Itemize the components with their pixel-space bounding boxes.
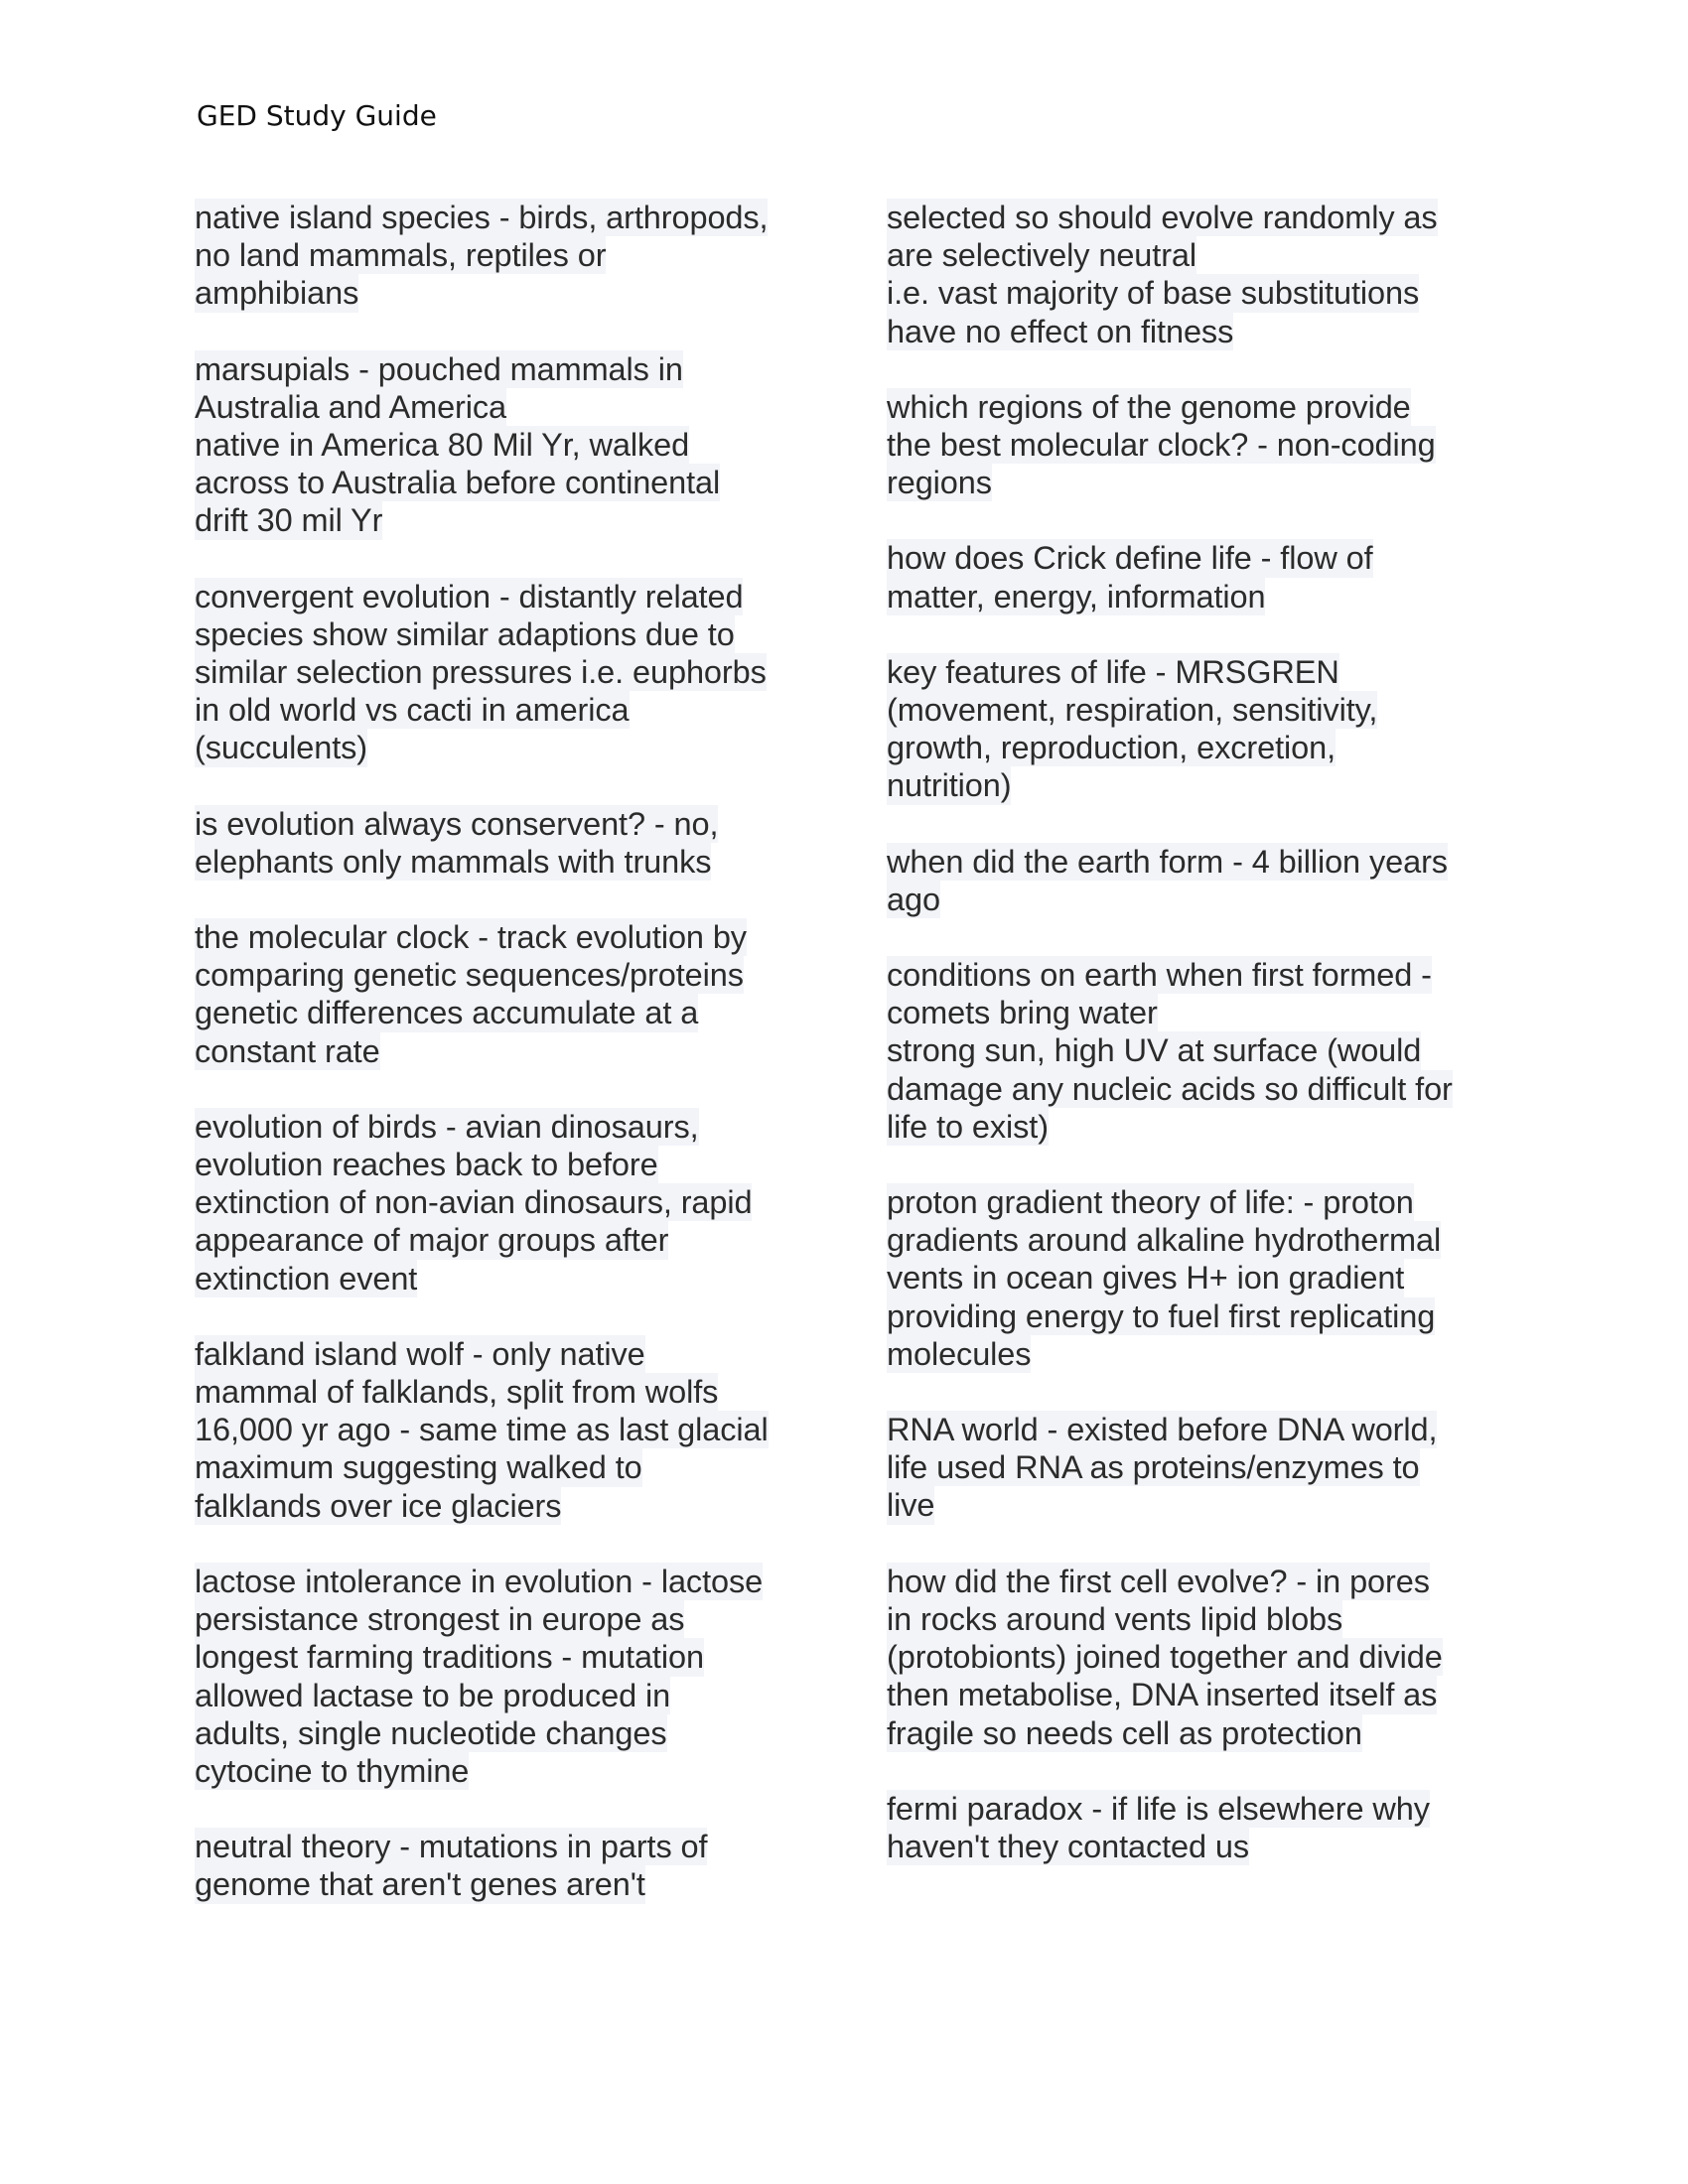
study-entry [887, 1790, 1502, 1865]
study-entry [887, 653, 1502, 805]
entry-line: appearance of major groups after [195, 1222, 669, 1259]
left-column [195, 199, 820, 1942]
entry-line: is evolution always conservent? - no, [195, 805, 719, 842]
entry-line: have no effect on fitness [887, 313, 1234, 349]
study-entry [887, 843, 1502, 918]
entry-line: longest farming traditions - mutation [195, 1639, 704, 1676]
entry-line: gradients around alkaline hydrothermal [887, 1222, 1442, 1259]
study-entry [195, 578, 820, 767]
entry-line: i.e. vast majority of base substitutions [887, 275, 1420, 312]
entry-line: haven't they contacted us [887, 1828, 1250, 1864]
study-entry [195, 918, 820, 1070]
entry-line: neutral theory - mutations in parts of [195, 1829, 708, 1865]
entry-line: RNA world - existed before DNA world, [887, 1412, 1438, 1448]
entry-line: convergent evolution - distantly related [195, 578, 744, 614]
entry-line: marsupials - pouched mammals in [195, 350, 683, 387]
entry-line: nutrition) [887, 767, 1012, 804]
study-entry [887, 1563, 1502, 1752]
entry-line: elephants only mammals with trunks [195, 843, 712, 880]
entry-line: matter, energy, information [887, 578, 1266, 614]
entry-line: Australia and America [195, 388, 507, 425]
study-entry [887, 388, 1502, 502]
entry-line: key features of life - MRSGREN [887, 653, 1339, 690]
entry-line: comparing genetic sequences/proteins [195, 957, 744, 994]
entry-line: evolution of birds - avian dinosaurs, [195, 1108, 699, 1145]
entry-line: ago [887, 881, 940, 917]
entry-line: similar selection pressures i.e. euphorbs [195, 654, 767, 691]
study-entry [195, 199, 820, 313]
entry-line: evolution reaches back to before [195, 1147, 658, 1183]
study-entry [195, 350, 820, 540]
right-column [887, 199, 1502, 1903]
entry-line: mammal of falklands, split from wolfs [195, 1374, 719, 1411]
entry-line: the best molecular clock? - non-coding [887, 427, 1436, 464]
entry-line: cytocine to thymine [195, 1752, 470, 1789]
study-entry [195, 1563, 820, 1790]
study-entry [195, 1828, 820, 1903]
study-entry [195, 1108, 820, 1297]
study-entry [887, 199, 1502, 350]
study-entry [195, 805, 820, 881]
entry-line: in old world vs cacti in america [195, 692, 630, 729]
entry-line: then metabolise, DNA inserted itself as [887, 1677, 1438, 1713]
entry-line: when did the earth form - 4 billion years [887, 843, 1448, 880]
entry-line: extinction of non-avian dinosaurs, rapid [195, 1184, 753, 1221]
entry-line: genome that aren't genes aren't [195, 1866, 645, 1903]
entry-line: across to Australia before continental [195, 465, 721, 501]
entry-line: regions [887, 465, 992, 501]
entry-line: falklands over ice glaciers [195, 1487, 562, 1524]
entry-line: constant rate [195, 1032, 380, 1069]
entry-line: live [887, 1487, 935, 1524]
entry-line: providing energy to fuel first replicating [887, 1297, 1436, 1334]
entry-line: are selectively neutral [887, 237, 1197, 274]
entry-line: 16,000 yr ago - same time as last glacial [195, 1412, 769, 1448]
entry-line: in rocks around vents lipid blobs [887, 1600, 1343, 1637]
entry-line: vents in ocean gives H+ ion gradient [887, 1260, 1405, 1297]
entry-line: selected so should evolve randomly as [887, 200, 1438, 235]
entry-line: no land mammals, reptiles or [195, 237, 607, 274]
entry-line: which regions of the genome provide [887, 388, 1411, 425]
entry-line: how did the first cell evolve? - in pores [887, 1563, 1430, 1599]
entry-line: allowed lactase to be produced in [195, 1677, 671, 1713]
entry-line: (succulents) [195, 730, 367, 766]
entry-line: how does Crick define life - flow of [887, 540, 1373, 577]
entry-line: drift 30 mil Yr [195, 502, 383, 539]
entry-line: lactose intolerance in evolution - lactose [195, 1563, 764, 1599]
entry-line: proton gradient theory of life: - proton [887, 1184, 1414, 1221]
entry-line: comets bring water [887, 995, 1158, 1031]
study-entry [887, 1183, 1502, 1373]
study-entry [887, 539, 1502, 614]
study-entry [887, 1411, 1502, 1525]
entry-line: extinction event [195, 1260, 418, 1297]
entry-line: persistance strongest in europe as [195, 1601, 685, 1638]
entry-line: native island species - birds, arthropods, [195, 200, 769, 235]
entry-line: strong sun, high UV at surface (would [887, 1032, 1422, 1069]
entry-line: the molecular clock - track evolution by [195, 919, 747, 956]
entry-line: species show similar adaptions due to [195, 615, 735, 652]
entry-line: life used RNA as proteins/enzymes to [887, 1449, 1420, 1486]
entry-line: life to exist) [887, 1108, 1049, 1145]
entry-line: maximum suggesting walked to [195, 1449, 642, 1486]
entry-line: amphibians [195, 275, 359, 312]
entry-line: fermi paradox - if life is elsewhere why [887, 1790, 1430, 1827]
entry-line: (protobionts) joined together and divide [887, 1639, 1443, 1676]
entry-line: (movement, respiration, sensitivity, [887, 692, 1378, 729]
study-entry [195, 1335, 820, 1525]
entry-line: molecules [887, 1335, 1032, 1372]
entry-line: damage any nucleic acids so difficult for [887, 1070, 1453, 1107]
page-header-title: GED Study Guide [197, 99, 437, 132]
entry-line: falkland island wolf - only native [195, 1335, 645, 1372]
entry-line: adults, single nucleotide changes [195, 1714, 667, 1751]
entry-line: growth, reproduction, excretion, [887, 730, 1336, 766]
entry-line: native in America 80 Mil Yr, walked [195, 427, 690, 464]
study-entry [887, 956, 1502, 1146]
entry-line: genetic differences accumulate at a [195, 995, 699, 1031]
entry-line: fragile so needs cell as protection [887, 1714, 1362, 1751]
entry-line: conditions on earth when first formed - [887, 957, 1432, 994]
